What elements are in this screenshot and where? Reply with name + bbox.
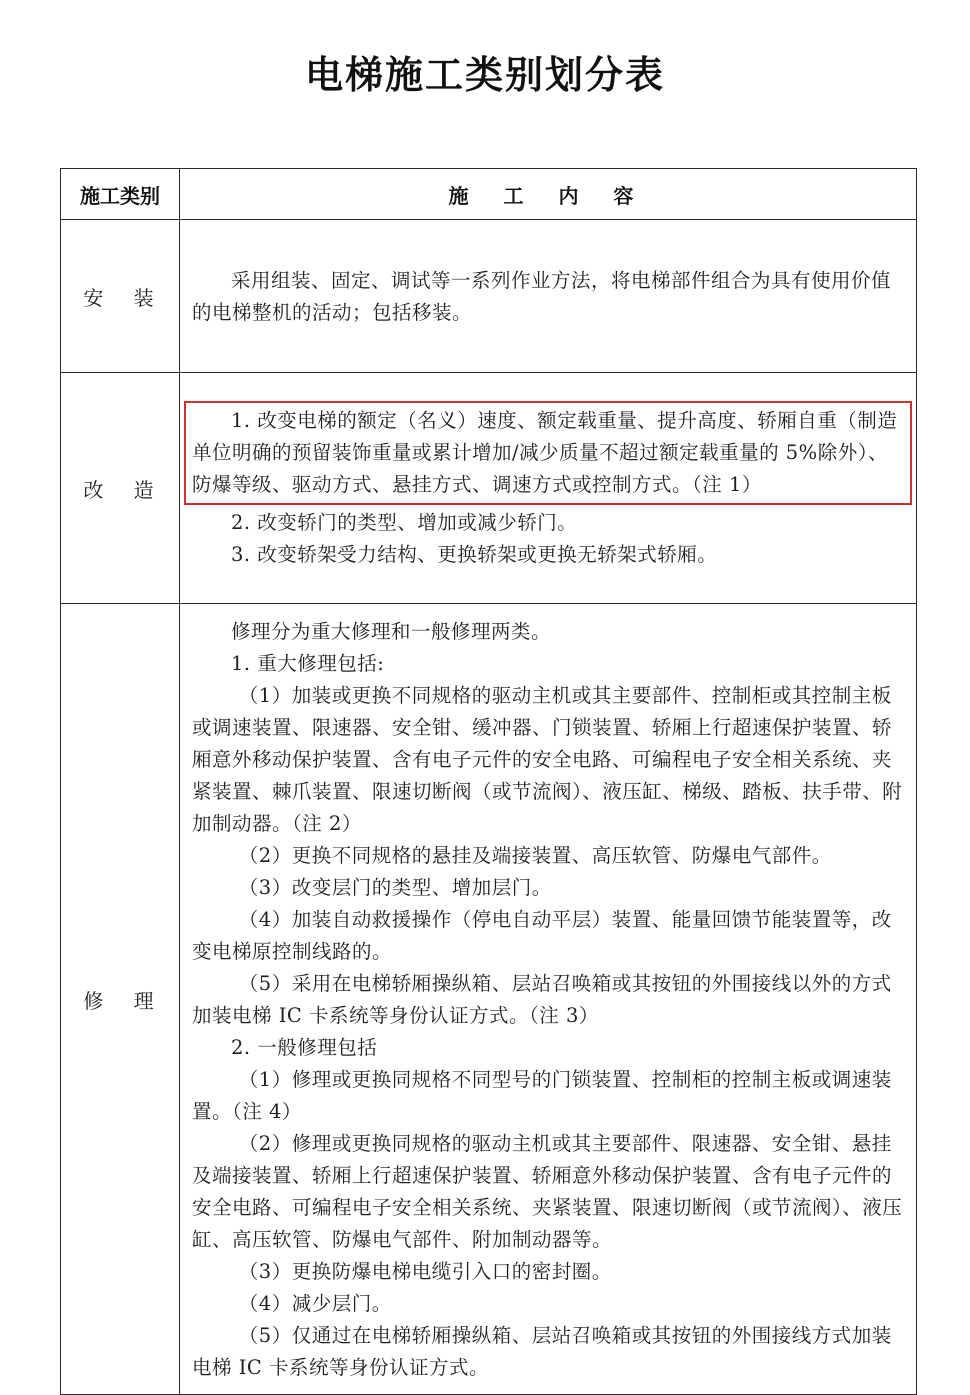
repair-major-item: （1）加装或更换不同规格的驱动主机或其主要部件、控制柜或其控制主板或调速装置、限速器、安全钳、缓冲器、门锁装置、轿厢上行超速保护装置、轿厢意外移动保护装置、含有电子元件的安全电路、可编程电子安全相关系统、夹紧装置、棘爪装置、限速切断阀（或节流阀）、液压缸、梯级、踏板、扶手带、附加制动器。（注 2）: [192, 684, 903, 835]
table-row-repair: [61, 604, 917, 1395]
category-cell-install: 安 装: [61, 220, 180, 373]
repair-major-item: （3）改变层门的类型、增加层门。: [238, 876, 552, 899]
header-content: 施 工 内 容: [180, 169, 917, 220]
construction-category-table: [60, 168, 917, 1395]
repair-general-heading: 2. 一般修理包括: [231, 1036, 378, 1059]
repair-major-item: （2）更换不同规格的悬挂及端接装置、高压软管、防爆电气部件。: [238, 844, 832, 867]
repair-general-item: （3）更换防爆电梯电缆引入口的密封圈。: [238, 1260, 612, 1283]
repair-major-item: （4）加装自动救援操作（停电自动平层）装置、能量回馈节能装置等，改变电梯原控制线路的。: [192, 908, 892, 963]
table-row-install: [61, 220, 917, 373]
install-description: 采用组装、固定、调试等一系列作业方法，将电梯部件组合为具有使用价值的电梯整机的活动；包括移装。: [192, 269, 892, 324]
repair-general-item: （2）修理或更换同规格的驱动主机或其主要部件、限速器、安全钳、悬挂及端接装置、轿厢上行超速保护装置、轿厢意外移动保护装置、含有电子元件的安全电路、可编程电子安全相关系统、夹紧装置、限速切断阀（或节流阀）、液压缸、高压软管、防爆电气部件、附加制动器等。: [192, 1132, 903, 1251]
repair-major-item: （5）采用在电梯轿厢操纵箱、层站召唤箱或其按钮的外围接线以外的方式加装电梯 IC 卡系统等身份认证方式。（注 3）: [192, 972, 892, 1027]
table-row-modification: [61, 373, 917, 604]
header-category: 施工类别: [61, 169, 180, 220]
category-cell-modification: 改 造: [61, 373, 180, 604]
modification-item-1: 1. 改变电梯的额定（名义）速度、额定载重量、提升高度、轿厢自重（制造单位明确的预留装饰重量或累计增加/减少质量不超过额定载重量的 5%除外）、防爆等级、驱动方式、悬挂方式、调速方式或控制方式。（注 1）: [192, 409, 898, 496]
table-header-row: [61, 169, 917, 220]
category-cell-repair: 修 理: [61, 604, 180, 1395]
modification-item-2: 2. 改变轿门的类型、增加或减少轿门。: [231, 511, 578, 534]
content-cell-repair: [180, 604, 917, 1395]
content-cell-install: [180, 220, 917, 373]
modification-item-3: 3. 改变轿架受力结构、更换轿架或更换无轿架式轿厢。: [231, 543, 718, 566]
repair-major-heading: 1. 重大修理包括:: [231, 652, 385, 675]
repair-general-item: （1）修理或更换同规格不同型号的门锁装置、控制柜的控制主板或调速装置。（注 4）: [192, 1068, 892, 1123]
repair-intro: 修理分为重大修理和一般修理两类。: [231, 620, 552, 643]
repair-general-item: （5）仅通过在电梯轿厢操纵箱、层站召唤箱或其按钮的外围接线方式加装电梯 IC 卡系统等身份认证方式。: [192, 1324, 892, 1379]
highlight-box: [184, 401, 912, 505]
content-cell-modification: [180, 373, 917, 604]
document-title: 电梯施工类别划分表: [304, 53, 665, 97]
repair-general-item: （4）减少层门。: [238, 1292, 392, 1315]
